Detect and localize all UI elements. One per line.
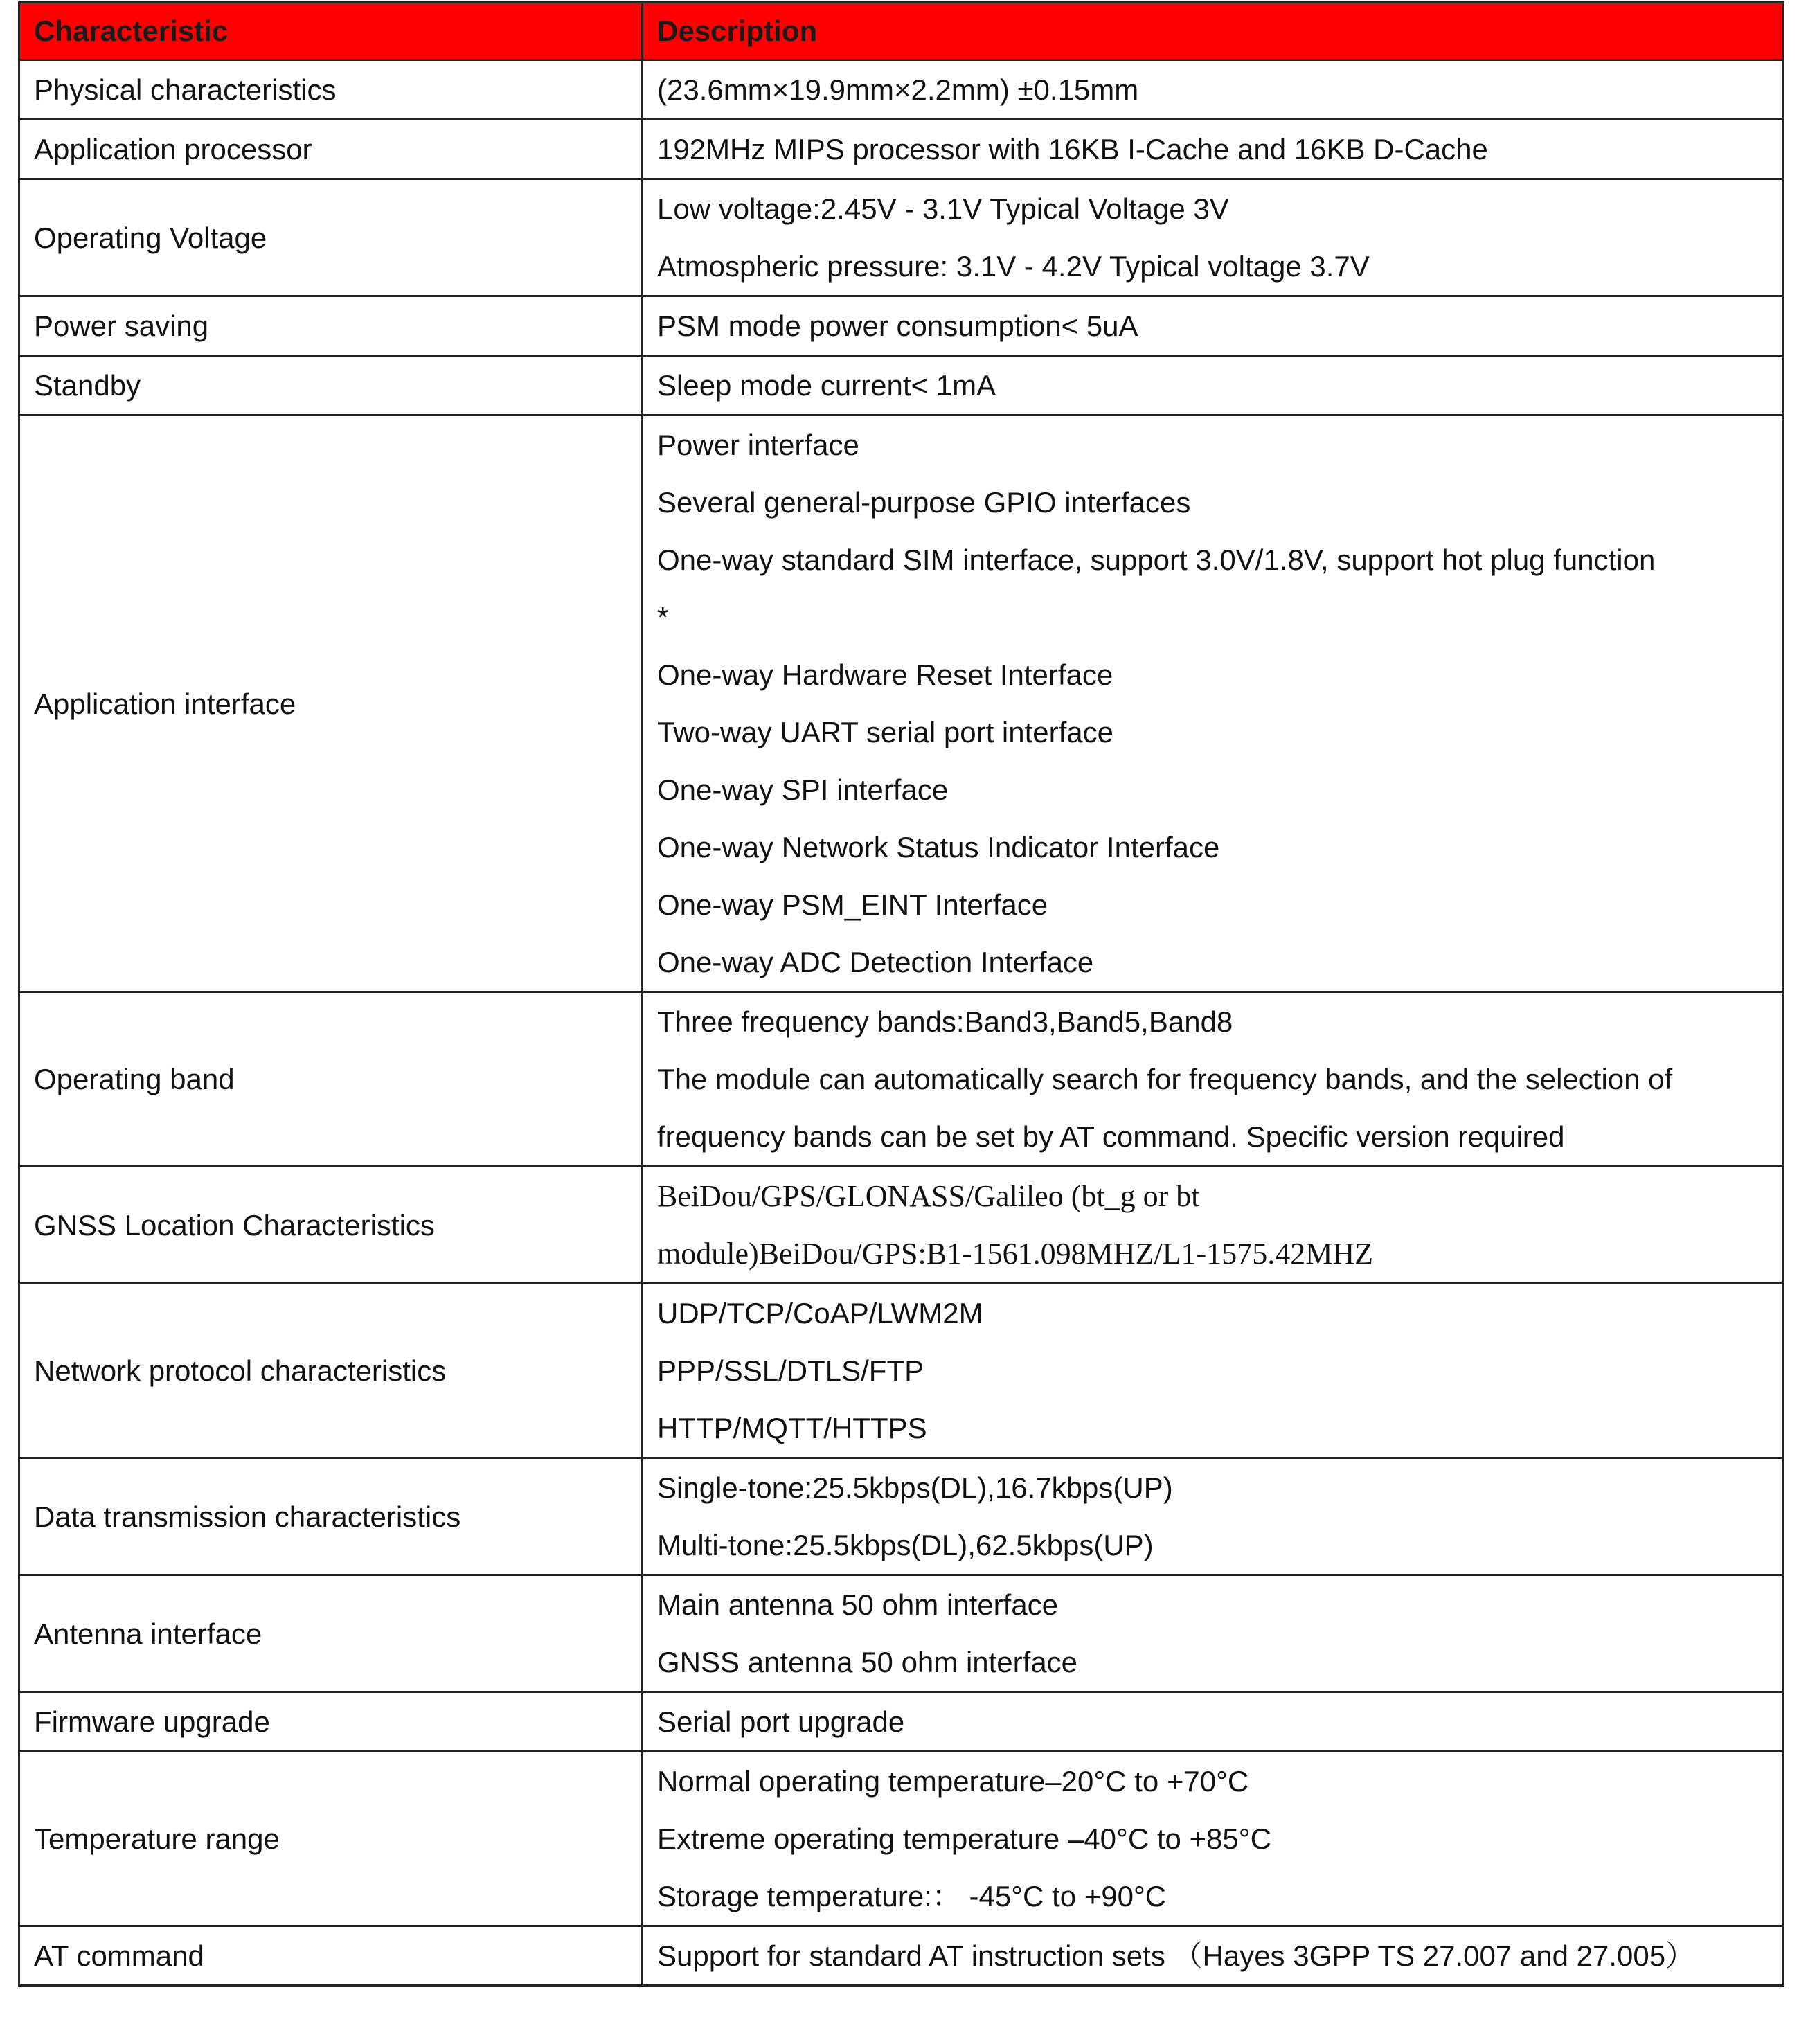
description-line: One-way standard SIM interface, support 3.0V/1.8V, support hot plug function [657, 544, 1656, 576]
table-row [19, 415, 1784, 992]
description-line: UDP/TCP/CoAP/LWM2M [657, 1297, 983, 1329]
description-cell [643, 179, 1784, 296]
description-line: The module can automatically search for frequency bands, and the selection of [657, 1063, 1673, 1095]
description-line: Multi-tone:25.5kbps(DL),62.5kbps(UP) [657, 1529, 1154, 1561]
characteristic-cell: Firmware upgrade [19, 1692, 643, 1752]
description-line: * [657, 601, 669, 634]
description-line: Normal operating temperature–20°C to +70°C [657, 1765, 1249, 1798]
table-row [19, 60, 1784, 120]
specification-table [18, 1, 1784, 1987]
description-line: PPP/SSL/DTLS/FTP [657, 1354, 924, 1387]
characteristic-cell: Operating band [19, 992, 643, 1167]
description-cell [643, 296, 1784, 356]
table-row [19, 1926, 1784, 1986]
description-line: One-way Network Status Indicator Interface [657, 831, 1220, 863]
description-line: Two-way UART serial port interface [657, 716, 1114, 748]
description-line: Main antenna 50 ohm interface [657, 1588, 1059, 1621]
description-cell [643, 1167, 1784, 1284]
description-line: Power interface [657, 429, 859, 461]
description-cell [643, 1575, 1784, 1692]
characteristic-cell: Network protocol characteristics [19, 1284, 643, 1458]
characteristic-cell: Power saving [19, 296, 643, 356]
description-cell [643, 120, 1784, 179]
description-line: Serial port upgrade [657, 1705, 905, 1738]
description-line: (23.6mm×19.9mm×2.2mm) ±0.15mm [657, 73, 1139, 106]
description-line: Three frequency bands:Band3,Band5,Band8 [657, 1005, 1233, 1038]
description-line: One-way PSM_EINT Interface [657, 888, 1048, 921]
table-row [19, 1692, 1784, 1752]
header-row [19, 3, 1784, 60]
description-line: module)BeiDou/GPS:B1-1561.098MHZ/L1-1575.42MHZ [657, 1237, 1373, 1271]
description-line: Support for standard AT instruction sets （Hayes 3GPP TS 27.007 and 27.005） [657, 1939, 1695, 1972]
table-row [19, 120, 1784, 179]
description-line: One-way ADC Detection Interface [657, 946, 1094, 978]
description-line: Low voltage:2.45V - 3.1V Typical Voltage 3V [657, 192, 1229, 225]
description-cell [643, 356, 1784, 415]
table-body [19, 60, 1784, 1986]
description-line: Atmospheric pressure: 3.1V - 4.2V Typical voltage 3.7V [657, 250, 1370, 283]
description-line: PSM mode power consumption< 5uA [657, 310, 1138, 342]
description-cell [643, 1692, 1784, 1752]
table-row [19, 296, 1784, 356]
characteristic-cell: Application interface [19, 415, 643, 992]
table-row [19, 179, 1784, 296]
description-cell [643, 1458, 1784, 1575]
description-line: frequency bands can be set by AT command. Specific version required [657, 1120, 1565, 1153]
table-header [19, 3, 1784, 60]
characteristic-cell: Temperature range [19, 1752, 643, 1926]
description-cell [643, 415, 1784, 992]
table-row [19, 1752, 1784, 1926]
description-cell [643, 1926, 1784, 1986]
description-line: Storage temperature:： -45°C to +90°C [657, 1880, 1167, 1912]
description-line: HTTP/MQTT/HTTPS [657, 1412, 927, 1444]
header-description: Description [643, 3, 1784, 60]
table-row [19, 992, 1784, 1167]
table-row [19, 1458, 1784, 1575]
characteristic-cell: Data transmission characteristics [19, 1458, 643, 1575]
table-row [19, 1284, 1784, 1458]
characteristic-cell: AT command [19, 1926, 643, 1986]
table-row [19, 1575, 1784, 1692]
characteristic-cell: Application processor [19, 120, 643, 179]
description-cell [643, 1284, 1784, 1458]
characteristic-cell: Standby [19, 356, 643, 415]
description-line: One-way Hardware Reset Interface [657, 658, 1113, 691]
description-line: One-way SPI interface [657, 773, 949, 806]
description-line: GNSS antenna 50 ohm interface [657, 1646, 1078, 1678]
characteristic-cell: GNSS Location Characteristics [19, 1167, 643, 1284]
description-cell [643, 1752, 1784, 1926]
characteristic-cell: Physical characteristics [19, 60, 643, 120]
description-cell [643, 60, 1784, 120]
characteristic-cell: Antenna interface [19, 1575, 643, 1692]
description-cell [643, 992, 1784, 1167]
description-line: Several general-purpose GPIO interfaces [657, 486, 1191, 519]
description-line: Single-tone:25.5kbps(DL),16.7kbps(UP) [657, 1471, 1173, 1504]
description-line: Sleep mode current< 1mA [657, 369, 996, 402]
characteristic-cell: Operating Voltage [19, 179, 643, 296]
header-characteristic: Characteristic [19, 3, 643, 60]
table-row [19, 1167, 1784, 1284]
description-line: BeiDou/GPS/GLONASS/Galileo (bt_g or bt [657, 1179, 1200, 1213]
table-row [19, 356, 1784, 415]
description-line: 192MHz MIPS processor with 16KB I-Cache and 16KB D-Cache [657, 133, 1488, 165]
description-line: Extreme operating temperature –40°C to +85°C [657, 1822, 1271, 1855]
